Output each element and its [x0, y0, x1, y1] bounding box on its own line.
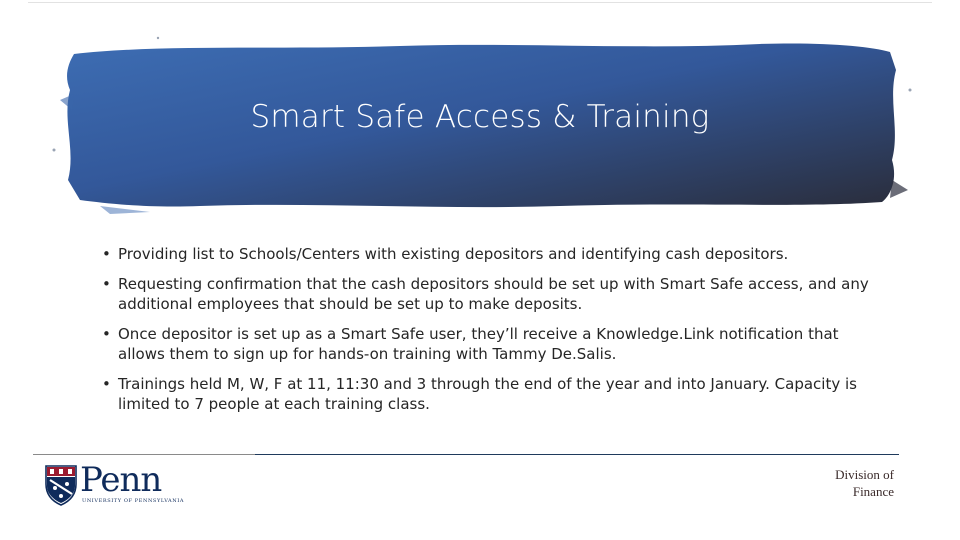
bullet-item — [100, 324, 870, 364]
slide-title: Smart Safe Access & Training — [250, 99, 710, 135]
bullet-text: Trainings held M, W, F at 11, 11:30 and 3 through the end of the year and into January. Capacity is limited to 7 people at each training class. — [118, 375, 857, 413]
bullet-item — [100, 274, 870, 314]
division-line-2: Finance — [852, 484, 894, 499]
bullet-text: Providing list to Schools/Centers with existing depositors and identifying cash depositors. — [118, 245, 789, 263]
footer-divider-accent — [33, 454, 255, 455]
division-line-1: Division of — [835, 467, 894, 482]
bullet-marker: • — [102, 375, 111, 393]
bullet-marker: • — [102, 325, 111, 343]
penn-shield-icon — [44, 464, 78, 506]
bullet-list — [100, 244, 870, 424]
bullet-text: Once depositor is set up as a Smart Safe user, they’ll receive a Knowledge.Link notification that allows them to sign up for hands-on training with Tammy De.Salis. — [118, 325, 839, 363]
top-divider — [28, 2, 932, 3]
penn-subtext: UNIVERSITY OF PENNSYLVANIA — [82, 498, 185, 504]
penn-wordmark: Penn — [80, 460, 162, 500]
penn-logo — [44, 460, 185, 508]
bullet-item — [100, 244, 870, 264]
bullet-marker: • — [102, 245, 111, 263]
division-label — [774, 466, 894, 500]
bullet-text: Requesting confirmation that the cash depositors should be set up with Smart Safe access, and any additional employees that should be set up to make deposits. — [118, 275, 869, 313]
bullet-item — [100, 374, 870, 414]
bullet-marker: • — [102, 275, 111, 293]
